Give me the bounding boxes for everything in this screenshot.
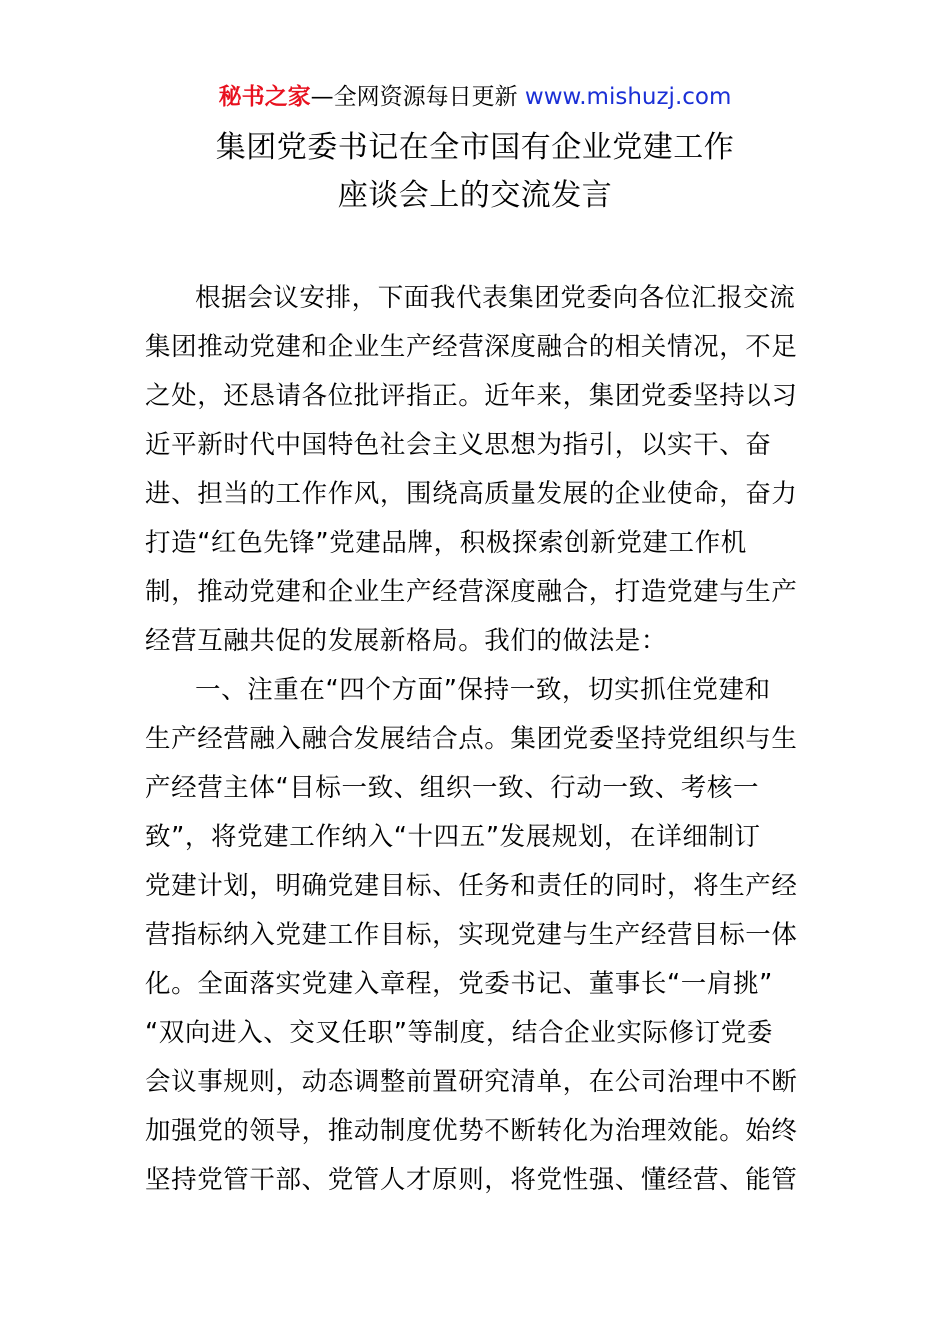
body-line: 经营互融共促的发展新格局。我们的做法是： bbox=[145, 626, 668, 656]
brand-name: 秘书之家 bbox=[218, 84, 311, 110]
body-line: 会议事规则，动态调整前置研究清单，在公司治理中不断 bbox=[145, 1067, 798, 1097]
body-line: 产经营主体“目标一致、组织一致、行动一致、考核一 bbox=[145, 773, 760, 803]
body-line: 近平新时代中国特色社会主义思想为指引，以实干、奋 bbox=[145, 430, 772, 460]
body-line: 根据会议安排，下面我代表集团党委向各位汇报交流 bbox=[195, 283, 796, 313]
body-line: 一、注重在“四个方面”保持一致，切实抓住党建和 bbox=[195, 675, 771, 705]
document-title-line-2: 座谈会上的交流发言 bbox=[337, 178, 613, 213]
body-line: “双向进入、交叉任职”等制度，结合企业实际修订党委 bbox=[145, 1018, 773, 1048]
document-title-line-1: 集团党委书记在全市国有企业党建工作 bbox=[215, 130, 735, 165]
body-line: 生产经营融入融合发展结合点。集团党委坚持党组织与生 bbox=[145, 724, 798, 754]
site-banner bbox=[0, 82, 950, 112]
body-line: 集团推动党建和企业生产经营深度融合的相关情况，不足 bbox=[145, 332, 798, 362]
body-line: 进、担当的工作作风，围绕高质量发展的企业使命，奋力 bbox=[145, 479, 798, 509]
body-line: 坚持党管干部、党管人才原则，将党性强、懂经营、能管 bbox=[145, 1165, 798, 1195]
banner-tagline: —全网资源每日更新 bbox=[310, 84, 518, 110]
body-line: 党建计划，明确党建目标、任务和责任的同时，将生产经 bbox=[145, 871, 798, 901]
body-line: 营指标纳入党建工作目标，实现党建与生产经营目标一体 bbox=[145, 920, 798, 950]
body-line: 制，推动党建和企业生产经营深度融合，打造党建与生产 bbox=[145, 577, 798, 607]
body-line: 致”，将党建工作纳入“十四五”发展规划，在详细制订 bbox=[145, 822, 761, 852]
body-line: 打造“红色先锋”党建品牌，积极探索创新党建工作机 bbox=[145, 528, 747, 558]
body-line: 化。全面落实党建入章程，党委书记、董事长“一肩挑” bbox=[145, 969, 773, 999]
body-line: 加强党的领导，推动制度优势不断转化为治理效能。始终 bbox=[145, 1116, 798, 1146]
body-line: 之处，还恳请各位批评指正。近年来，集团党委坚持以习 bbox=[145, 381, 798, 411]
site-url-link[interactable]: www.mishuzj.com bbox=[524, 84, 732, 110]
